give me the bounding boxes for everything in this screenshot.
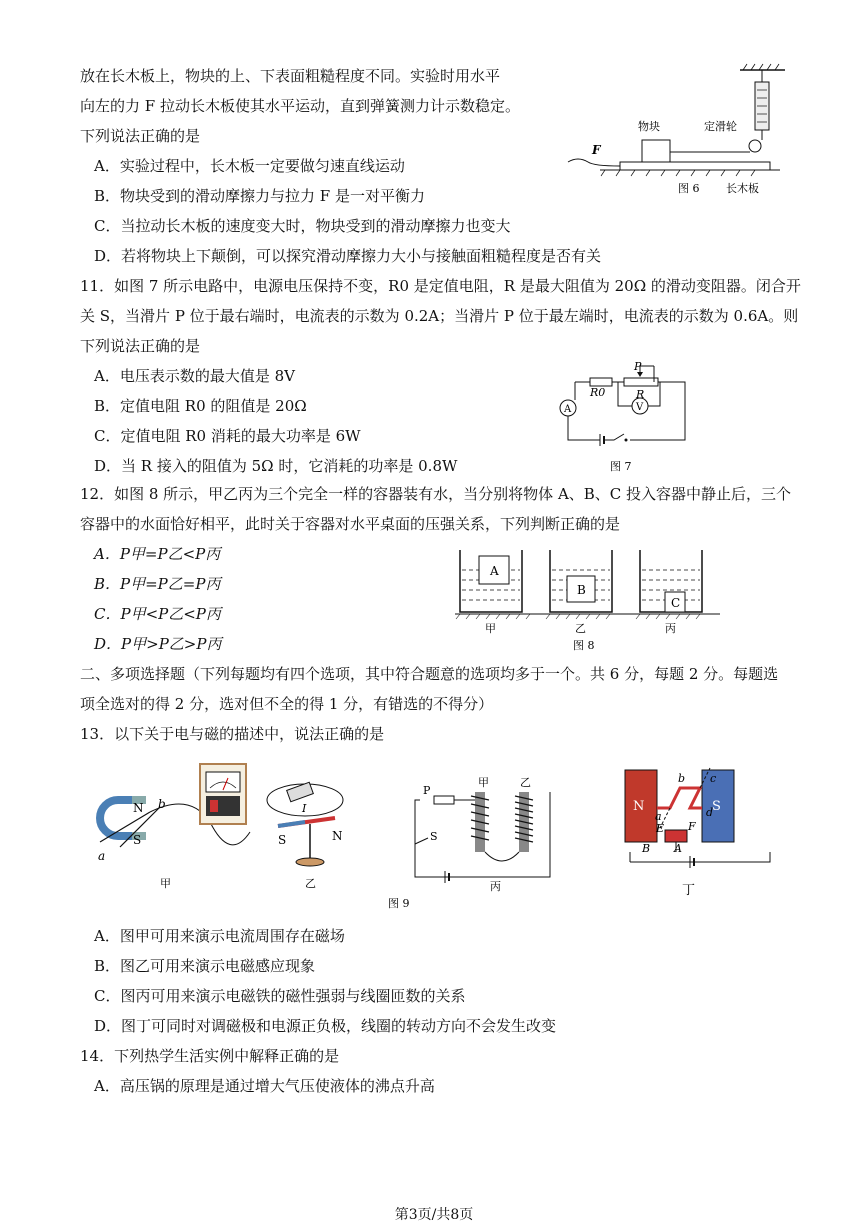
q12-option-b: B．P甲=P乙=P丙: [94, 575, 221, 593]
fig9-jia-b: b: [158, 797, 166, 811]
fig7-r-label: R: [636, 388, 645, 401]
fig9-jia: [98, 764, 250, 890]
fig8-caption: 图 8: [573, 639, 595, 652]
figure-8: [455, 544, 720, 654]
q13-option-c: C．图丙可用来演示电磁铁的磁性强弱与线圈匝数的关系: [94, 987, 466, 1005]
q11-line-3: 下列说法正确的是: [80, 337, 201, 355]
fig9-yi-label: 乙: [305, 877, 316, 890]
fig9-bing: [415, 776, 550, 893]
fig8-bing: 丙: [665, 622, 676, 635]
fig9-yi-n: N: [332, 829, 343, 843]
fig9-bing-yi: 乙: [520, 776, 531, 789]
fig8-jia: 甲: [485, 622, 496, 635]
fig9-ding: [625, 768, 770, 898]
wooden-block: [642, 140, 670, 162]
q12-option-d: D．P甲>P乙>P丙: [94, 635, 222, 653]
fig9-yi-s: S: [278, 833, 287, 847]
figure-7: [550, 356, 695, 478]
rheostat: [624, 378, 658, 386]
pulley: [749, 140, 761, 152]
q13-option-a: A．图甲可用来演示电流周围存在磁场: [94, 927, 345, 945]
fig9-ding-bb: B: [642, 842, 651, 855]
fig8-a-label: A: [490, 564, 499, 578]
q12-line-1: 12．如图 8 所示，甲乙丙为三个完全一样的容器装有水，当分别将物体 A、B、C 投入容器中静止后，三个: [80, 485, 792, 503]
q11-option-d: D．当 R 接入的阻值为 5Ω 时，它消耗的功率是 0.8W: [94, 457, 458, 475]
page-footer: 第3页/共8页: [394, 1207, 474, 1223]
q12-line-2: 容器中的水面恰好相平，此时关于容器对水平桌面的压强关系，下列判断正确的是: [80, 515, 621, 533]
q11-line-1: 11．如图 7 所示电路中，电源电压保持不变，R0 是定值电阻，R 是最大阻值为 20Ω 的滑动变阻器。闭合开: [80, 277, 801, 295]
fig9-ding-label: 丁: [682, 883, 696, 898]
fig9-ding-aa: A: [674, 842, 682, 855]
fig8-yi: 乙: [575, 622, 586, 635]
fig9-ding-a: a: [655, 810, 662, 823]
q10-option-d: D．若将物块上下颠倒，可以探究滑动摩擦力大小与接触面粗糙程度是否有关: [94, 247, 602, 265]
q14-stem: 14．下列热学生活实例中解释正确的是: [80, 1047, 340, 1065]
fig7-a-label: A: [564, 404, 572, 415]
q11-line-2: 关 S，当滑片 P 位于最右端时，电流表的示数为 0.2A；当滑片 P 位于最左端时，电流表的示数为 0.6A。则: [80, 307, 799, 325]
section2-line-2: 项全选对的得 2 分，选对但不全的得 1 分，有错选的不得分）: [80, 695, 494, 713]
fig9-ding-b: b: [678, 772, 686, 785]
q13-stem: 13．以下关于电与磁的描述中，说法正确的是: [80, 725, 385, 743]
fig9-ding-n: N: [633, 799, 645, 814]
fig9-ding-c: c: [710, 772, 717, 785]
fig9-jia-label: 甲: [160, 877, 171, 890]
fig9-bing-jia: 甲: [478, 776, 489, 789]
q10-option-b: B．物块受到的滑动摩擦力与拉力 F 是一对平衡力: [94, 187, 425, 205]
q12-option-c: C．P甲<P乙<P丙: [94, 605, 221, 623]
figure-9: [90, 752, 790, 917]
fig7-caption: 图 7: [610, 460, 632, 473]
fig6-board-label: 长木板: [726, 182, 759, 195]
q14-option-a: A．高压锅的原理是通过增大气压使液体的沸点升高: [94, 1077, 435, 1095]
fig9-ding-f: F: [688, 820, 696, 833]
q13-option-b: B．图乙可用来演示电磁感应现象: [94, 957, 316, 975]
fig9-yi-i: I: [302, 802, 307, 815]
long-board: [620, 162, 770, 170]
fig6-pulley-label: 定滑轮: [704, 120, 737, 133]
section2-line-1: 二、多项选择题（下列每题均有四个选项，其中符合题意的选项均多于一个。共 6 分，每题 2 分。每题选: [80, 665, 779, 683]
q12-option-a: A．P甲=P乙<P丙: [94, 545, 221, 563]
q11-option-a: A．电压表示数的最大值是 8V: [94, 367, 295, 385]
fig6-block-label: 物块: [638, 120, 660, 133]
fig8-b-label: B: [577, 583, 586, 597]
fig9-bing-s: S: [430, 830, 438, 843]
q11-option-b: B．定值电阻 R0 的阻值是 20Ω: [94, 397, 307, 415]
figure-6: [560, 62, 790, 202]
q10-option-c: C．当拉动长木板的速度变大时，物块受到的滑动摩擦力也变大: [94, 217, 511, 235]
fig7-r0-label: R0: [590, 386, 606, 399]
q10-option-a: A．实验过程中，长木板一定要做匀速直线运动: [94, 157, 405, 175]
fig6-caption: 图 6: [678, 182, 700, 195]
q10-line-3: 下列说法正确的是: [80, 127, 201, 145]
fig7-p-label: P: [634, 360, 642, 373]
fig9-ding-e: E: [656, 822, 665, 835]
fig9-bing-label: 丙: [490, 880, 501, 893]
fig9-ding-s: S: [712, 799, 721, 814]
fig8-c-label: C: [671, 596, 681, 610]
q10-line-2: 向左的力 F 拉动长木板使其水平运动，直到弹簧测力计示数稳定。: [80, 97, 520, 115]
q10-line-1: 放在长木板上，物块的上、下表面粗糙程度不同。实验时用水平: [80, 67, 501, 85]
fig9-jia-n: N: [133, 801, 144, 815]
fig9-ding-d: d: [706, 806, 714, 819]
fig6-force-label: F: [592, 143, 601, 157]
fig9-bing-p: P: [423, 784, 431, 797]
r0-resistor: [590, 378, 612, 386]
q13-option-d: D．图丁可同时对调磁极和电源正负极，线圈的转动方向不会发生改变: [94, 1017, 557, 1035]
fig9-jia-s: S: [133, 833, 142, 847]
fig9-jia-a: a: [98, 849, 106, 863]
fig7-v-label: V: [636, 402, 644, 413]
fig9-caption: 图 9: [388, 897, 410, 910]
q11-option-c: C．定值电阻 R0 消耗的最大功率是 6W: [94, 427, 361, 445]
fig9-yi: [267, 782, 343, 890]
